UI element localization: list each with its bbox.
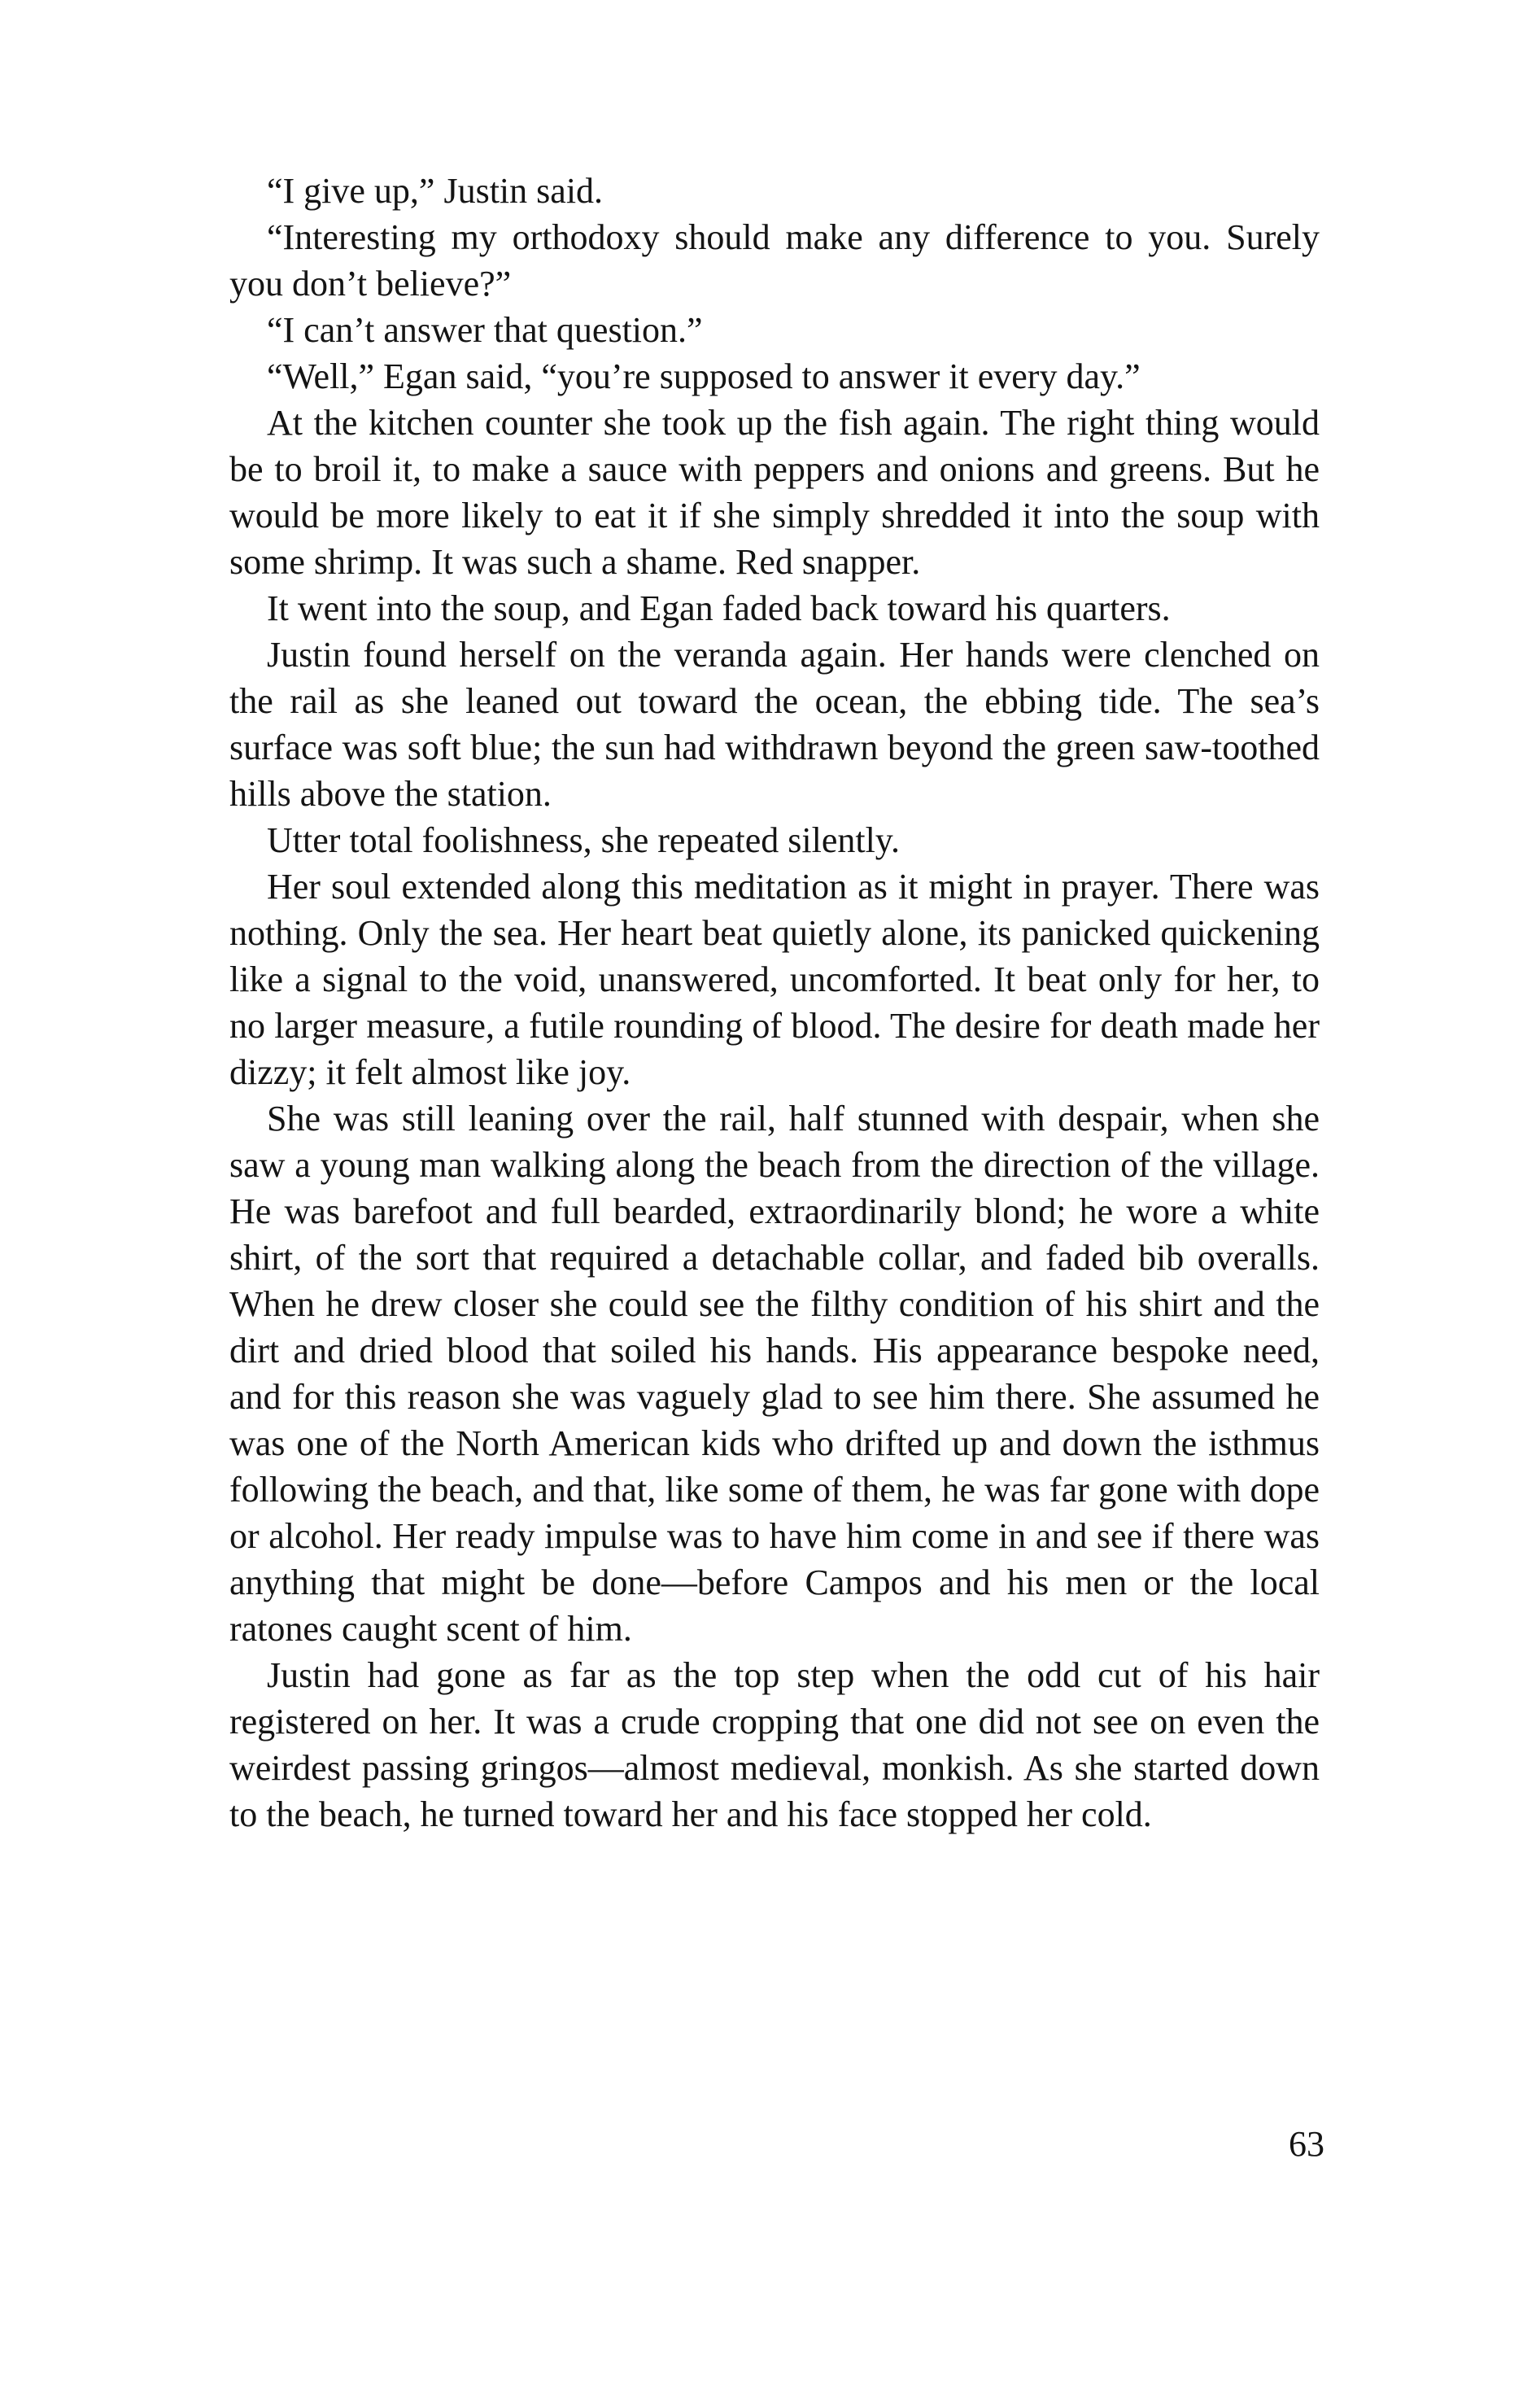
page-number: 63 <box>1289 2124 1324 2164</box>
paragraph: “I can’t answer that question.” <box>267 310 703 350</box>
paragraph: Utter total foolishness, she repeated silently. <box>267 820 900 860</box>
paragraph: She was still leaning over the rail, half stunned with despair, when she saw a young man walking along the beach from the direction of the village. He was barefoot and full bearded, extraordinarily blond; he wore a white shirt, of the sort that required a detachable collar, and faded bib overalls. When he drew closer she could see the filthy condition of his shirt and the dirt and dried blood that soiled his hands. His appearance bespoke need, and for this reason she was vaguely glad to see him there. She assumed he was one of the North American kids who drifted up and down the isthmus following the beach, and that, like some of them, he was far gone with dope or alcohol. Her ready impulse was to have him come in and see if there was anything that might be done—before Campos and his men or the local ratones caught scent of him. <box>229 1099 1320 1649</box>
paragraph: At the kitchen counter she took up the fish again. The right thing would be to broil it, to make a sauce with peppers and onions and greens. But he would be more likely to eat it if she simply shredded it into the soup with some shrimp. It was such a shame. Red snapper. <box>229 403 1320 582</box>
paragraph: “Well,” Egan said, “you’re supposed to answer it every day.” <box>267 356 1141 396</box>
paragraph: “Interesting my orthodoxy should make any difference to you. Surely you don’t believe?” <box>229 217 1320 304</box>
paragraph: Justin found herself on the veranda again. Her hands were clenched on the rail as she leaned out toward the ocean, the ebbing tide. The sea’s surface was soft blue; the sun had withdrawn beyond the green saw-toothed hills above the station. <box>229 635 1320 814</box>
paragraph: Justin had gone as far as the top step when the odd cut of his hair registered on her. It was a crude cropping that one did not see on even the weirdest passing gringos—almost medieval, monkish. As she started down to the beach, he turned toward her and his face stopped her cold. <box>229 1655 1320 1834</box>
paragraph: “I give up,” Justin said. <box>267 171 604 211</box>
body-text <box>229 168 1320 1838</box>
paragraph: Her soul extended along this meditation as it might in prayer. There was nothing. Only the sea. Her heart beat quietly alone, its panicked quickening like a signal to the void, unanswered, uncomforted. It beat only for her, to no larger measure, a futile rounding of blood. The desire for death made her dizzy; it felt almost like joy. <box>229 867 1320 1092</box>
paragraph: It went into the soup, and Egan faded back toward his quarters. <box>267 588 1171 628</box>
